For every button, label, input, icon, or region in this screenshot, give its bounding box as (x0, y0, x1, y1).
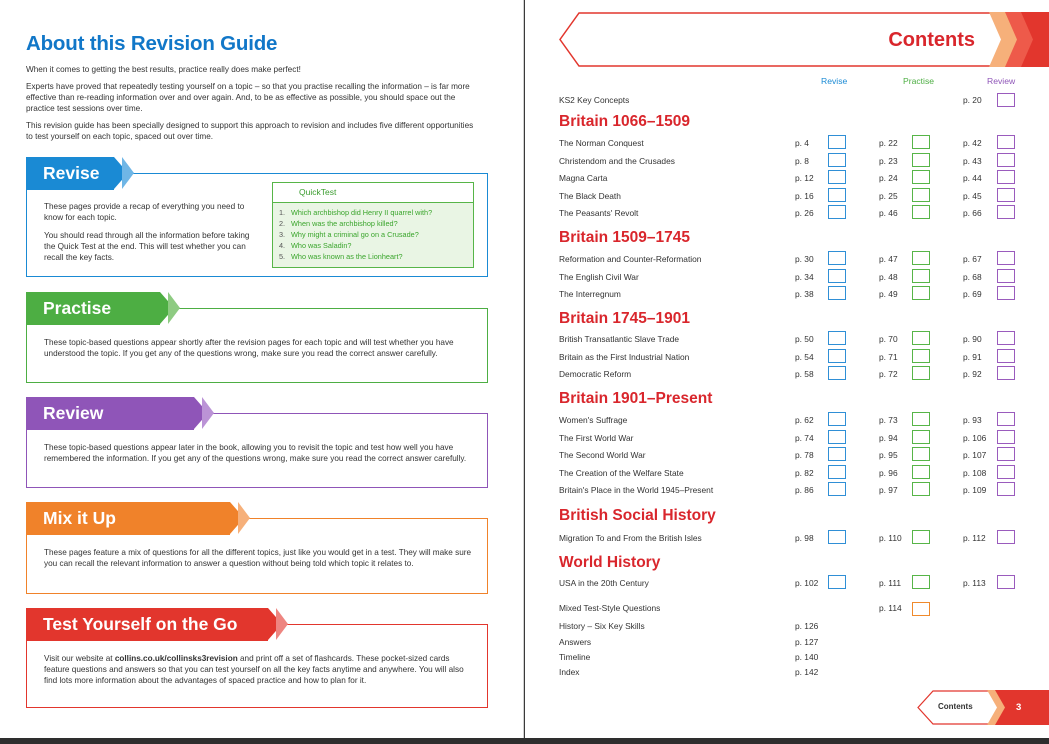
practise-page: p. 71 (879, 352, 898, 362)
revise-checkbox[interactable] (828, 205, 846, 219)
practise-page: p. 95 (879, 450, 898, 460)
revise-page: p. 102 (795, 578, 819, 588)
toc-row-label: KS2 Key Concepts (559, 95, 630, 105)
review-checkbox[interactable] (997, 447, 1015, 461)
practise-page: p. 94 (879, 433, 898, 443)
revise-page: p. 34 (795, 272, 814, 282)
revise-checkbox[interactable] (828, 331, 846, 345)
revise-page: p. 50 (795, 334, 814, 344)
review-page: p. 106 (963, 433, 987, 443)
practise-checkbox[interactable] (912, 575, 930, 589)
toc-row-label: Reformation and Counter-Reformation (559, 254, 702, 264)
practise-text: These topic-based questions appear shortly after the revision pages for each topic and will test whether you have understood the topic. If you get any of the questions wrong, make sure you read the correct answer carefully. (44, 338, 454, 358)
website-link[interactable]: collins.co.uk/collinsks3revision (114, 654, 238, 663)
revise-checkbox[interactable] (828, 412, 846, 426)
intro-paragraph-2: Experts have proved that repeatedly testing yourself on a topic – so that you practise recalling the information – is far more effective than re-reading information over and over again. And, to be as effective as possible, you should space out the practice test sessions over time. (26, 82, 470, 113)
review-title: Review (43, 403, 104, 423)
toc-row-label: Democratic Reform (559, 369, 632, 379)
practise-page: p. 25 (879, 191, 898, 201)
toc-row-label: The Black Death (559, 191, 621, 201)
chevron-right-icon (202, 397, 214, 429)
practise-checkbox[interactable] (912, 286, 930, 300)
practise-page: p. 96 (879, 468, 898, 478)
chevron-right-icon (276, 608, 288, 640)
revise-page: p. 98 (795, 533, 814, 543)
revise-checkbox[interactable] (828, 135, 846, 149)
review-checkbox[interactable] (997, 349, 1015, 363)
practise-page: p. 47 (879, 254, 898, 264)
review-checkbox[interactable] (997, 135, 1015, 149)
practise-checkbox[interactable] (912, 188, 930, 202)
review-page: p. 92 (963, 369, 982, 379)
toc-row-label: Mixed Test-Style Questions (559, 603, 661, 613)
revise-checkbox[interactable] (828, 170, 846, 184)
testyourself-text: Visit our website at collins.co.uk/collinsks3revision and print off a set of flashcards. These pocket-sized cards feature questions and answers so that you can test yourself on all the key facts anytime and anywhere. You will also find lots more information about the advantages of spaced practice and how to plan for it. (44, 654, 464, 685)
practise-checkbox[interactable] (912, 412, 930, 426)
practise-page: p. 23 (879, 156, 898, 166)
quicktest-title: QuickTest (273, 183, 473, 203)
testyourself-banner (26, 608, 268, 641)
quicktest-item: 5. Who was known as the Lionheart? (279, 252, 403, 261)
toc-row-label: The First World War (559, 433, 634, 443)
mixitup-title: Mix it Up (43, 508, 116, 528)
revise-banner (26, 157, 114, 190)
mixitup-text: These pages feature a mix of questions for all the different topics, just like you would get in a test. They will make sure you can recall the relevant information to answer a question without being told which topic it relates to. (44, 548, 472, 568)
revise-checkbox[interactable] (828, 530, 846, 544)
revise-page: p. 82 (795, 468, 814, 478)
practise-checkbox[interactable] (912, 447, 930, 461)
review-checkbox[interactable] (997, 188, 1015, 202)
quicktest-box (272, 182, 474, 268)
toc-row-label: The Norman Conquest (559, 138, 644, 148)
practise-page: p. 49 (879, 289, 898, 299)
toc-row-label: History – Six Key Skills (559, 621, 645, 631)
practise-checkbox[interactable] (912, 251, 930, 265)
review-checkbox[interactable] (997, 251, 1015, 265)
quicktest-item: 1. Which archbishop did Henry II quarrel with? (279, 208, 433, 217)
review-page: p. 108 (963, 468, 987, 478)
page-number: 3 (1016, 702, 1022, 713)
review-checkbox[interactable] (997, 286, 1015, 300)
revise-checkbox[interactable] (828, 349, 846, 363)
revise-checkbox[interactable] (828, 465, 846, 479)
extra-page: p. 126 (795, 621, 819, 631)
revise-page: p. 8 (795, 156, 809, 166)
contents-title: Contents (888, 29, 975, 51)
toc-row-label: Britain as the First Industrial Nation (559, 352, 690, 362)
revise-page: p. 16 (795, 191, 814, 201)
left-page (0, 0, 524, 738)
toc-section-heading: Britain 1901–Present (559, 390, 713, 407)
toc-section-heading: Britain 1066–1509 (559, 113, 690, 130)
chevron-right-icon (238, 502, 250, 534)
practise-page: p. 110 (879, 533, 902, 543)
revise-page: p. 12 (795, 173, 814, 183)
quicktest-item: 4. Who was Saladin? (279, 241, 352, 250)
revise-page: p. 58 (795, 369, 814, 379)
footer-label: Contents (938, 702, 973, 711)
review-page: p. 109 (963, 485, 987, 495)
right-page (525, 0, 1049, 738)
revise-page: p. 86 (795, 485, 814, 495)
toc-row-label: Britain's Place in the World 1945–Present (559, 485, 714, 495)
column-practise: Practise (903, 76, 935, 86)
practise-checkbox[interactable] (912, 349, 930, 363)
practise-page: p. 97 (879, 485, 898, 495)
review-checkbox[interactable] (997, 269, 1015, 283)
revise-text-2: You should read through all the information before taking the Quick Test at the end. This will test whether you can recall the key facts. (44, 231, 250, 262)
toc-row-label: USA in the 20th Century (559, 578, 649, 588)
review-checkbox[interactable] (997, 530, 1015, 544)
practise-checkbox[interactable] (912, 465, 930, 479)
extra-page: p. 142 (795, 667, 819, 677)
toc-row-label: Magna Carta (559, 173, 608, 183)
review-checkbox[interactable] (997, 412, 1015, 426)
toc-row-label: Index (559, 667, 580, 677)
review-checkbox[interactable] (997, 366, 1015, 380)
review-checkbox[interactable] (997, 170, 1015, 184)
review-checkbox[interactable] (997, 575, 1015, 589)
practise-checkbox[interactable] (912, 153, 930, 167)
practise-page: p. 24 (879, 173, 898, 183)
practise-checkbox[interactable] (912, 331, 930, 345)
toc-row-label: The English Civil War (559, 272, 639, 282)
review-page: p. 69 (963, 289, 982, 299)
practise-page: p. 70 (879, 334, 898, 344)
revise-page: p. 62 (795, 415, 814, 425)
review-checkbox[interactable] (997, 153, 1015, 167)
quicktest-item: 3. Why might a criminal go on a Crusade? (279, 230, 419, 239)
review-page: p. 20 (963, 95, 982, 105)
revise-page: p. 54 (795, 352, 814, 362)
toc-section-heading: British Social History (559, 507, 716, 524)
revise-page: p. 30 (795, 254, 814, 264)
toc-row-label: Timeline (559, 652, 591, 662)
toc-row-label: Christendom and the Crusades (559, 156, 675, 166)
review-checkbox[interactable] (997, 331, 1015, 345)
review-checkbox[interactable] (997, 205, 1015, 219)
revise-checkbox[interactable] (828, 188, 846, 202)
practise-page: p. 72 (879, 369, 898, 379)
contents-banner (559, 12, 1049, 67)
toc-row-label: British Transatlantic Slave Trade (559, 334, 680, 344)
revise-title: Revise (43, 163, 100, 183)
toc-section-heading: Britain 1745–1901 (559, 310, 690, 327)
revise-checkbox[interactable] (828, 366, 846, 380)
review-banner (26, 397, 194, 430)
intro-paragraph-3: This revision guide has been specially designed to support this approach to revision and includes five different opportunities to test yourself on each topic, spaced out over time. (26, 121, 474, 141)
practise-page: p. 111 (879, 578, 902, 588)
testyourself-title: Test Yourself on the Go (43, 614, 238, 634)
review-page: p. 42 (963, 138, 982, 148)
practise-title: Practise (43, 298, 112, 318)
page-title: About this Revision Guide (26, 32, 278, 55)
review-page: p. 112 (963, 533, 986, 543)
review-page: p. 93 (963, 415, 982, 425)
revise-checkbox[interactable] (828, 430, 846, 444)
review-page: p. 45 (963, 191, 982, 201)
practise-page: p. 73 (879, 415, 898, 425)
review-page: p. 67 (963, 254, 982, 264)
review-page: p. 113 (963, 578, 986, 588)
mixed-checkbox[interactable] (912, 602, 930, 616)
practise-checkbox[interactable] (912, 205, 930, 219)
practise-checkbox[interactable] (912, 482, 930, 496)
review-page: p. 66 (963, 208, 982, 218)
toc-row-label: Migration To and From the British Isles (559, 533, 702, 543)
extra-page: p. 140 (795, 652, 819, 662)
practise-page: p. 46 (879, 208, 898, 218)
toc-row-label: The Interregnum (559, 289, 621, 299)
revise-page: p. 78 (795, 450, 814, 460)
toc-row-label: The Peasants' Revolt (559, 208, 639, 218)
review-checkbox[interactable] (997, 465, 1015, 479)
revise-checkbox[interactable] (828, 575, 846, 589)
revise-page: p. 38 (795, 289, 814, 299)
quicktest-list (273, 203, 473, 262)
toc-row-label: The Second World War (559, 450, 646, 460)
toc-row-label: Women's Suffrage (559, 415, 628, 425)
mixitup-banner (26, 502, 230, 535)
column-revise: Revise (821, 76, 848, 86)
practise-banner (26, 292, 160, 325)
review-page: p. 90 (963, 334, 982, 344)
toc-section-heading: Britain 1509–1745 (559, 229, 690, 246)
revise-checkbox[interactable] (828, 153, 846, 167)
review-checkbox[interactable] (997, 430, 1015, 444)
chevron-right-icon (168, 292, 180, 324)
revise-checkbox[interactable] (828, 447, 846, 461)
practise-page: p. 114 (879, 603, 902, 613)
toc-row-label: Answers (559, 637, 592, 647)
revise-checkbox[interactable] (828, 251, 846, 265)
revise-text-1: These pages provide a recap of everything you need to know for each topic. (44, 202, 245, 222)
extra-page: p. 127 (795, 637, 819, 647)
toc-row-label: The Creation of the Welfare State (559, 468, 684, 478)
revise-checkbox[interactable] (828, 482, 846, 496)
practise-checkbox[interactable] (912, 430, 930, 444)
practise-checkbox[interactable] (912, 135, 930, 149)
practise-checkbox[interactable] (912, 269, 930, 283)
practise-page: p. 22 (879, 138, 898, 148)
review-text: These topic-based questions appear later in the book, allowing you to revisit the topic and test how well you have remembered the information. If you get any of the questions wrong, make sure you read the correct answer carefully. (44, 443, 467, 463)
review-page: p. 44 (963, 173, 982, 183)
review-page: p. 68 (963, 272, 982, 282)
practise-checkbox[interactable] (912, 170, 930, 184)
chevron-right-icon (122, 157, 134, 189)
toc-section-heading: World History (559, 554, 661, 571)
revise-page: p. 4 (795, 138, 809, 148)
page-edge (0, 738, 1049, 744)
practise-page: p. 48 (879, 272, 898, 282)
revise-page: p. 74 (795, 433, 814, 443)
column-review: Review (987, 76, 1016, 86)
revise-checkbox[interactable] (828, 286, 846, 300)
review-page: p. 91 (963, 352, 982, 362)
review-page: p. 43 (963, 156, 982, 166)
footer-tab (917, 690, 1049, 725)
practise-checkbox[interactable] (912, 530, 930, 544)
quicktest-item: 2. When was the archbishop killed? (279, 219, 398, 228)
revise-checkbox[interactable] (828, 269, 846, 283)
practise-checkbox[interactable] (912, 366, 930, 380)
review-checkbox[interactable] (997, 482, 1015, 496)
intro-paragraph-1: When it comes to getting the best results, practice really does make perfect! (26, 65, 301, 74)
review-checkbox[interactable] (997, 93, 1015, 107)
revise-page: p. 26 (795, 208, 814, 218)
review-page: p. 107 (963, 450, 987, 460)
